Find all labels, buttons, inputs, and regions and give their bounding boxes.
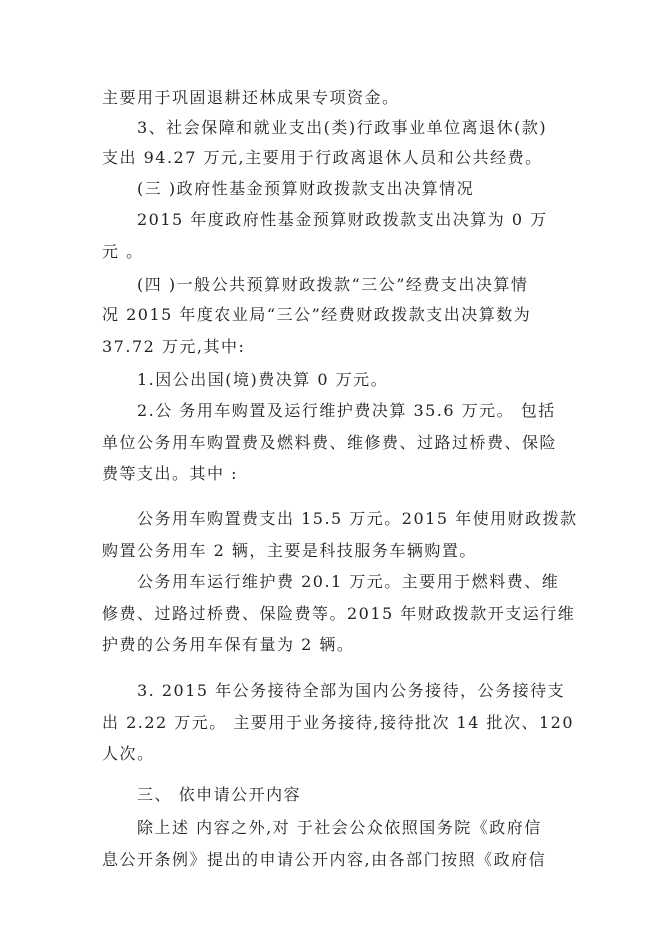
paragraph-line: 37.72 万元,其中: xyxy=(102,337,246,356)
paragraph-line: 购置公务用车 2 辆，主要是科技服务车辆购置。 xyxy=(102,541,477,560)
paragraph-line: 3. 2015 年公务接待全部为国内公务接待，公务接待支 xyxy=(137,681,566,700)
paragraph-line: 3、社会保障和就业支出(类)行政事业单位离退休(款) xyxy=(137,118,548,137)
paragraph-line: 费等支出。其中 : xyxy=(102,464,238,483)
paragraph-line: 息公开条例》提出的申请公开内容,由各部门按照《政府信 xyxy=(102,850,547,869)
paragraph-line: 单位公务用车购置费及燃料费、维修费、过路过桥费、保险 xyxy=(102,433,558,452)
paragraph-line: 公务用车购置费支出 15.5 万元。2015 年使用财政拨款 xyxy=(137,509,578,528)
paragraph-line: 出 2.22 万元。 主要用于业务接待,接待批次 14 批次、120 xyxy=(102,713,575,732)
paragraph-line: 除上述 内容之外,对 于社会公众依照国务院《政府信 xyxy=(137,818,542,837)
paragraph-line: 元 。 xyxy=(102,242,144,261)
paragraph-line: 公务用车运行维护费 20.1 万元。主要用于燃料费、维 xyxy=(137,572,560,591)
paragraph-line: 支出 94.27 万元,主要用于行政离退休人员和公共经费。 xyxy=(102,148,543,167)
paragraph-line: 主要用于巩固退耕还林成果专项资金。 xyxy=(102,88,400,107)
section-heading: (四 )一般公共预算财政拨款“三公”经费支出决算情 xyxy=(137,275,529,294)
paragraph-line: 2015 年度政府性基金预算财政拨款支出决算为 0 万 xyxy=(137,210,548,229)
paragraph-line: 修费、过路过桥费、保险费等。2015 年财政拨款开支运行维 xyxy=(102,604,576,623)
paragraph-line: 护费的公务用车保有量为 2 辆。 xyxy=(102,635,355,654)
paragraph-line: 1.因公出国(境)费决算 0 万元。 xyxy=(137,370,389,389)
section-heading: 三、 依申请公开内容 xyxy=(137,785,302,804)
paragraph-line: 人次。 xyxy=(102,744,155,763)
paragraph-line: 况 2015 年度农业局“三公”经费财政拨款支出决算数为 xyxy=(102,305,532,324)
paragraph-line: 2.公 务用车购置及运行维护费决算 35.6 万元。 包括 xyxy=(137,401,556,420)
section-heading: (三 )政府性基金预算财政拨款支出决算情况 xyxy=(137,179,475,198)
